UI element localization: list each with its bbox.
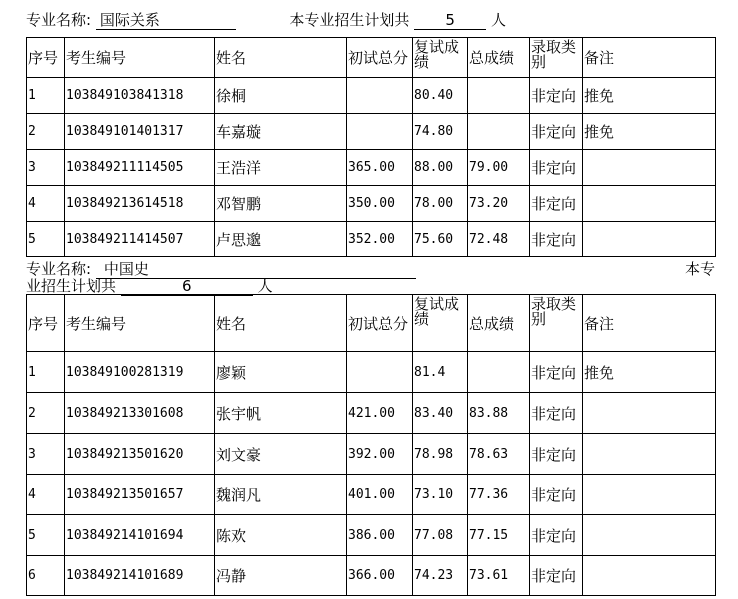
- admission-table-1: [26, 37, 716, 257]
- col-id: 103849211414507: [65, 222, 215, 257]
- col-category: 非定向: [530, 475, 583, 515]
- header-col-seq: 序号: [27, 295, 65, 352]
- header-col-remark: 备注: [583, 295, 716, 352]
- admission-table-2: [26, 294, 716, 596]
- col-retest: 73.10: [413, 475, 468, 515]
- table-header-row: [27, 295, 716, 352]
- col-total: 73.20: [468, 186, 530, 222]
- plan-prefix-b: 业招生计划共: [26, 277, 117, 295]
- col-seq: 4: [27, 475, 65, 515]
- header-col-prelim: 初试总分: [347, 295, 413, 352]
- header-col-seq: 序号: [27, 38, 65, 78]
- col-seq: 5: [27, 515, 65, 556]
- col-remark: [583, 393, 716, 434]
- plan-prefix-a: 本专: [684, 260, 715, 278]
- col-id: 103849214101689: [65, 556, 215, 596]
- table-row: [27, 434, 716, 475]
- col-id: 103849100281319: [65, 352, 215, 393]
- col-name: 王浩洋: [215, 150, 347, 186]
- table-row: [27, 475, 716, 515]
- major-name: 中国史: [96, 260, 416, 279]
- col-name: 张宇帆: [215, 393, 347, 434]
- col-total: 77.15: [468, 515, 530, 556]
- col-retest: 78.98: [413, 434, 468, 475]
- plan-suffix: 人: [490, 11, 506, 29]
- col-prelim: 392.00: [347, 434, 413, 475]
- plan-prefix: 本专业招生计划共: [289, 11, 410, 29]
- col-total: [468, 114, 530, 150]
- col-retest: 78.00: [413, 186, 468, 222]
- header-col-remark: 备注: [583, 38, 716, 78]
- col-name: 廖颖: [215, 352, 347, 393]
- col-category: 非定向: [530, 434, 583, 475]
- col-id: 103849213614518: [65, 186, 215, 222]
- col-retest: 77.08: [413, 515, 468, 556]
- col-retest: 88.00: [413, 150, 468, 186]
- section1-heading: [26, 11, 506, 30]
- col-retest: 80.40: [413, 78, 468, 114]
- table-row: [27, 186, 716, 222]
- col-remark: [583, 515, 716, 556]
- col-id: 103849214101694: [65, 515, 215, 556]
- col-remark: 推免: [583, 114, 716, 150]
- header-col-prelim: 初试总分: [347, 38, 413, 78]
- col-remark: [583, 556, 716, 596]
- col-prelim: [347, 78, 413, 114]
- col-seq: 5: [27, 222, 65, 257]
- col-remark: [583, 150, 716, 186]
- col-seq: 1: [27, 78, 65, 114]
- major-label: 专业名称:: [26, 260, 92, 278]
- col-seq: 1: [27, 352, 65, 393]
- table-row: [27, 515, 716, 556]
- table-header-row: [27, 38, 716, 78]
- col-remark: [583, 434, 716, 475]
- col-category: 非定向: [530, 186, 583, 222]
- col-category: 非定向: [530, 114, 583, 150]
- col-name: 徐桐: [215, 78, 347, 114]
- table-row: [27, 222, 716, 257]
- col-total: 72.48: [468, 222, 530, 257]
- col-seq: 2: [27, 114, 65, 150]
- table-row: [27, 114, 716, 150]
- col-id: 103849213501620: [65, 434, 215, 475]
- col-seq: 4: [27, 186, 65, 222]
- col-prelim: 421.00: [347, 393, 413, 434]
- col-id: 103849101401317: [65, 114, 215, 150]
- table-row: [27, 352, 716, 393]
- col-prelim: 366.00: [347, 556, 413, 596]
- plan-count: 5: [414, 11, 486, 30]
- table-row: [27, 556, 716, 596]
- col-retest: 74.23: [413, 556, 468, 596]
- col-remark: 推免: [583, 78, 716, 114]
- col-prelim: 352.00: [347, 222, 413, 257]
- col-retest: 74.80: [413, 114, 468, 150]
- col-remark: [583, 186, 716, 222]
- col-category: 非定向: [530, 78, 583, 114]
- plan-suffix: 人: [257, 277, 273, 295]
- plan-count: 6: [121, 277, 253, 296]
- header-col-total: 总成绩: [468, 295, 530, 352]
- header-col-category: 录取类别: [530, 295, 583, 352]
- col-total: [468, 352, 530, 393]
- col-category: 非定向: [530, 515, 583, 556]
- col-prelim: 386.00: [347, 515, 413, 556]
- col-total: 77.36: [468, 475, 530, 515]
- col-retest: 75.60: [413, 222, 468, 257]
- col-seq: 3: [27, 434, 65, 475]
- header-col-name: 姓名: [215, 295, 347, 352]
- col-prelim: [347, 352, 413, 393]
- col-category: 非定向: [530, 556, 583, 596]
- header-col-retest: 复试成绩: [413, 38, 468, 78]
- col-name: 邓智鹏: [215, 186, 347, 222]
- col-name: 卢思邈: [215, 222, 347, 257]
- col-id: 103849213301608: [65, 393, 215, 434]
- col-category: 非定向: [530, 222, 583, 257]
- col-seq: 6: [27, 556, 65, 596]
- col-prelim: [347, 114, 413, 150]
- col-id: 103849103841318: [65, 78, 215, 114]
- col-remark: 推免: [583, 352, 716, 393]
- major-name: 国际关系: [96, 11, 236, 30]
- col-prelim: 401.00: [347, 475, 413, 515]
- col-total: 73.61: [468, 556, 530, 596]
- table-row: [27, 393, 716, 434]
- col-name: 魏润凡: [215, 475, 347, 515]
- header-col-category: 录取类别: [530, 38, 583, 78]
- col-name: 陈欢: [215, 515, 347, 556]
- col-remark: [583, 222, 716, 257]
- col-category: 非定向: [530, 150, 583, 186]
- major-label: 专业名称:: [26, 11, 92, 29]
- col-id: 103849213501657: [65, 475, 215, 515]
- col-name: 冯静: [215, 556, 347, 596]
- col-total: [468, 78, 530, 114]
- col-total: 83.88: [468, 393, 530, 434]
- col-retest: 83.40: [413, 393, 468, 434]
- col-category: 非定向: [530, 393, 583, 434]
- col-total: 78.63: [468, 434, 530, 475]
- col-id: 103849211114505: [65, 150, 215, 186]
- col-prelim: 365.00: [347, 150, 413, 186]
- col-name: 车嘉璇: [215, 114, 347, 150]
- header-col-id: 考生编号: [65, 295, 215, 352]
- col-retest: 81.4: [413, 352, 468, 393]
- header-col-name: 姓名: [215, 38, 347, 78]
- col-seq: 3: [27, 150, 65, 186]
- col-category: 非定向: [530, 352, 583, 393]
- col-name: 刘文豪: [215, 434, 347, 475]
- table-row: [27, 150, 716, 186]
- header-col-total: 总成绩: [468, 38, 530, 78]
- col-seq: 2: [27, 393, 65, 434]
- header-col-retest: 复试成绩: [413, 295, 468, 352]
- table-row: [27, 78, 716, 114]
- col-total: 79.00: [468, 150, 530, 186]
- header-col-id: 考生编号: [65, 38, 215, 78]
- col-prelim: 350.00: [347, 186, 413, 222]
- col-remark: [583, 475, 716, 515]
